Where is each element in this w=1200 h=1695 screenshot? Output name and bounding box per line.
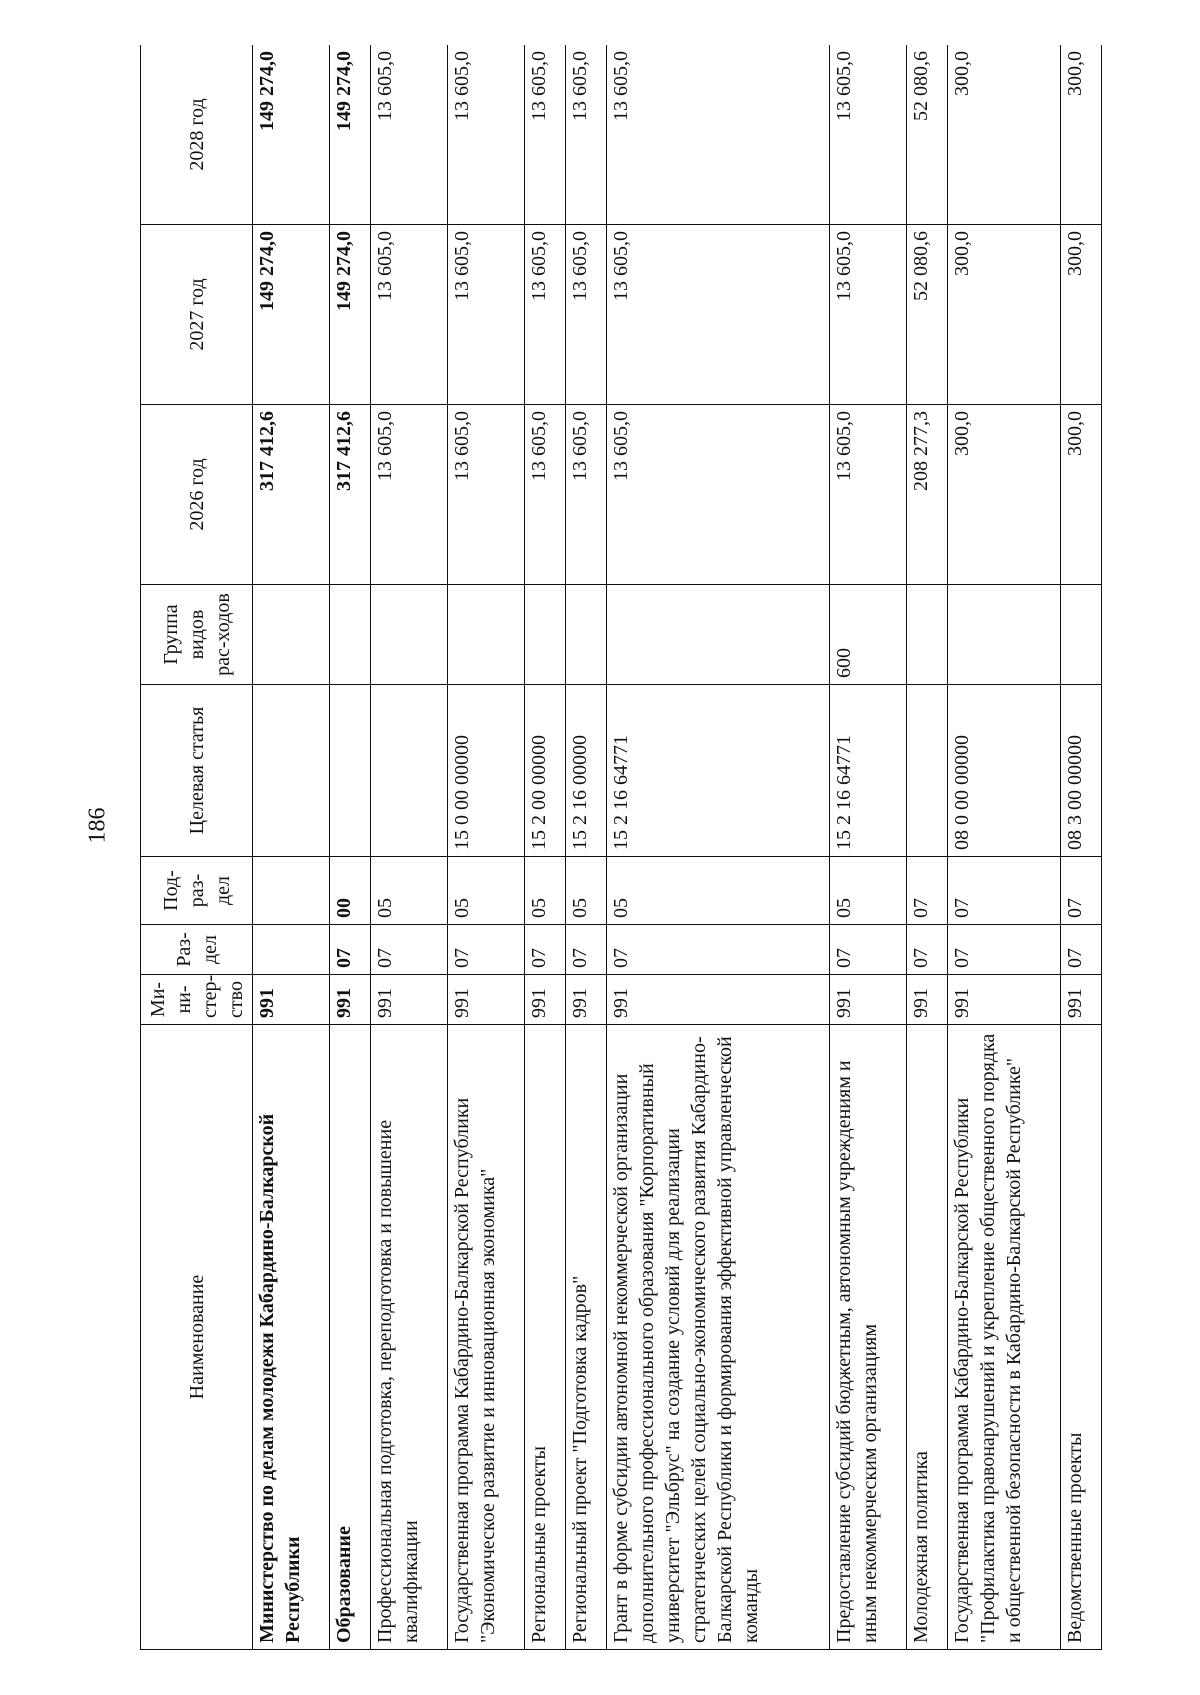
cell-ministry: 991 bbox=[448, 975, 525, 1025]
cell-2027: 13 605,0 bbox=[370, 225, 447, 405]
cell-subsection: 07 bbox=[947, 857, 1061, 925]
cell-target: 08 0 00 00000 bbox=[947, 685, 1061, 857]
cell-subsection: 05 bbox=[606, 857, 829, 925]
table-viewport bbox=[140, 45, 1102, 1650]
header-subsection: Под-раз-дел bbox=[141, 857, 253, 925]
cell-2028: 149 274,0 bbox=[330, 45, 371, 225]
cell-ministry: 991 bbox=[606, 975, 829, 1025]
cell-2028: 300,0 bbox=[1061, 45, 1102, 225]
cell-section: 07 bbox=[606, 925, 829, 975]
cell-2026: 300,0 bbox=[1061, 405, 1102, 585]
cell-target: 15 0 00 00000 bbox=[448, 685, 525, 857]
cell-name: Государственная программа Кабардино-Балкарской Республики "Экономическое развитие и инновационная экономика" bbox=[448, 1025, 525, 1650]
cell-expense-group bbox=[606, 585, 829, 685]
cell-2028: 52 080,6 bbox=[906, 45, 947, 225]
table-row bbox=[829, 45, 906, 1650]
header-ministry: Ми-ни-стер-ство bbox=[141, 975, 253, 1025]
table-row bbox=[525, 45, 566, 1650]
cell-subsection: 07 bbox=[1061, 857, 1102, 925]
cell-subsection: 05 bbox=[370, 857, 447, 925]
cell-2027: 13 605,0 bbox=[606, 225, 829, 405]
cell-target: 15 2 16 00000 bbox=[565, 685, 606, 857]
cell-2027: 300,0 bbox=[947, 225, 1061, 405]
header-expense-group: Группа видов рас-ходов bbox=[141, 585, 253, 685]
cell-section: 07 bbox=[330, 925, 371, 975]
cell-expense-group bbox=[330, 585, 371, 685]
cell-2026: 317 412,6 bbox=[253, 405, 330, 585]
header-2026: 2026 год bbox=[141, 405, 253, 585]
cell-target bbox=[906, 685, 947, 857]
cell-2027: 13 605,0 bbox=[525, 225, 566, 405]
cell-2026: 317 412,6 bbox=[330, 405, 371, 585]
cell-name: Молодежная политика bbox=[906, 1025, 947, 1650]
cell-2027: 52 080,6 bbox=[906, 225, 947, 405]
cell-ministry: 991 bbox=[1061, 975, 1102, 1025]
cell-2028: 13 605,0 bbox=[565, 45, 606, 225]
cell-expense-group bbox=[253, 585, 330, 685]
cell-2027: 13 605,0 bbox=[829, 225, 906, 405]
table-row bbox=[947, 45, 1061, 1650]
cell-section bbox=[253, 925, 330, 975]
table-row bbox=[370, 45, 447, 1650]
cell-2026: 13 605,0 bbox=[829, 405, 906, 585]
cell-target bbox=[370, 685, 447, 857]
cell-2026: 13 605,0 bbox=[448, 405, 525, 585]
cell-subsection: 05 bbox=[525, 857, 566, 925]
cell-ministry: 991 bbox=[525, 975, 566, 1025]
cell-name: Министерство по делам молодежи Кабардино-Балкарской Республики bbox=[253, 1025, 330, 1650]
header-2027: 2027 год bbox=[141, 225, 253, 405]
header-row bbox=[141, 45, 253, 1650]
cell-2028: 300,0 bbox=[947, 45, 1061, 225]
rotated-table-container bbox=[140, 45, 1102, 1650]
cell-target: 15 2 16 64771 bbox=[606, 685, 829, 857]
page-number: 186 bbox=[84, 807, 111, 844]
cell-expense-group bbox=[448, 585, 525, 685]
cell-subsection: 00 bbox=[330, 857, 371, 925]
cell-name: Региональный проект "Подготовка кадров" bbox=[565, 1025, 606, 1650]
cell-target bbox=[330, 685, 371, 857]
header-2028: 2028 год bbox=[141, 45, 253, 225]
cell-section: 07 bbox=[370, 925, 447, 975]
cell-2027: 149 274,0 bbox=[330, 225, 371, 405]
cell-expense-group bbox=[525, 585, 566, 685]
cell-2026: 208 277,3 bbox=[906, 405, 947, 585]
cell-expense-group: 600 bbox=[829, 585, 906, 685]
cell-expense-group bbox=[565, 585, 606, 685]
cell-subsection: 05 bbox=[448, 857, 525, 925]
cell-2026: 13 605,0 bbox=[606, 405, 829, 585]
cell-target: 15 2 16 64771 bbox=[829, 685, 906, 857]
cell-2027: 13 605,0 bbox=[565, 225, 606, 405]
cell-expense-group bbox=[947, 585, 1061, 685]
cell-section: 07 bbox=[947, 925, 1061, 975]
cell-2026: 300,0 bbox=[947, 405, 1061, 585]
cell-target: 15 2 00 00000 bbox=[525, 685, 566, 857]
cell-2026: 13 605,0 bbox=[565, 405, 606, 585]
cell-2028: 13 605,0 bbox=[370, 45, 447, 225]
cell-2027: 300,0 bbox=[1061, 225, 1102, 405]
table-row bbox=[253, 45, 330, 1650]
table-row bbox=[448, 45, 525, 1650]
cell-ministry: 991 bbox=[330, 975, 371, 1025]
cell-target: 08 3 00 00000 bbox=[1061, 685, 1102, 857]
cell-2027: 149 274,0 bbox=[253, 225, 330, 405]
cell-2028: 13 605,0 bbox=[525, 45, 566, 225]
budget-table bbox=[140, 45, 1102, 1650]
cell-target bbox=[253, 685, 330, 857]
cell-ministry: 991 bbox=[370, 975, 447, 1025]
table-row bbox=[565, 45, 606, 1650]
cell-expense-group bbox=[906, 585, 947, 685]
table-row bbox=[606, 45, 829, 1650]
cell-name: Региональные проекты bbox=[525, 1025, 566, 1650]
cell-ministry: 991 bbox=[947, 975, 1061, 1025]
cell-name: Ведомственные проекты bbox=[1061, 1025, 1102, 1650]
cell-2028: 13 605,0 bbox=[829, 45, 906, 225]
cell-2028: 13 605,0 bbox=[448, 45, 525, 225]
cell-subsection bbox=[253, 857, 330, 925]
cell-expense-group bbox=[370, 585, 447, 685]
table-body bbox=[253, 45, 1102, 1650]
cell-ministry: 991 bbox=[565, 975, 606, 1025]
cell-name: Профессиональная подготовка, переподготовка и повышение квалификации bbox=[370, 1025, 447, 1650]
cell-subsection: 05 bbox=[565, 857, 606, 925]
header-section: Раз-дел bbox=[141, 925, 253, 975]
cell-2028: 13 605,0 bbox=[606, 45, 829, 225]
table-row bbox=[1061, 45, 1102, 1650]
cell-2026: 13 605,0 bbox=[370, 405, 447, 585]
cell-name: Государственная программа Кабардино-Балкарской Республики "Профилактика правонарушений и укрепление общественного порядка и общественной безопасности в Кабардино-Балкарской Республике" bbox=[947, 1025, 1061, 1650]
cell-name: Предоставление субсидий бюджетным, автономным учреждениям и иным некоммерческим организациям bbox=[829, 1025, 906, 1650]
cell-subsection: 07 bbox=[906, 857, 947, 925]
cell-ministry: 991 bbox=[253, 975, 330, 1025]
cell-section: 07 bbox=[906, 925, 947, 975]
cell-subsection: 05 bbox=[829, 857, 906, 925]
cell-section: 07 bbox=[525, 925, 566, 975]
cell-section: 07 bbox=[565, 925, 606, 975]
table-row bbox=[330, 45, 371, 1650]
cell-name: Грант в форме субсидии автономной некоммерческой организации дополнительного профессионального образования "Корпоративный университет "Эльбрус" на создание условий для реализации стратегических целей социально-экономического развития Кабардино-Балкарской Республики и формирования эффективной управленческой команды bbox=[606, 1025, 829, 1650]
cell-section: 07 bbox=[448, 925, 525, 975]
header-name: Наименование bbox=[141, 1025, 253, 1650]
cell-ministry: 991 bbox=[906, 975, 947, 1025]
cell-section: 07 bbox=[829, 925, 906, 975]
cell-2028: 149 274,0 bbox=[253, 45, 330, 225]
cell-ministry: 991 bbox=[829, 975, 906, 1025]
cell-section: 07 bbox=[1061, 925, 1102, 975]
cell-2027: 13 605,0 bbox=[448, 225, 525, 405]
cell-expense-group bbox=[1061, 585, 1102, 685]
cell-2026: 13 605,0 bbox=[525, 405, 566, 585]
cell-name: Образование bbox=[330, 1025, 371, 1650]
table-row bbox=[906, 45, 947, 1650]
header-target: Целевая статья bbox=[141, 685, 253, 857]
